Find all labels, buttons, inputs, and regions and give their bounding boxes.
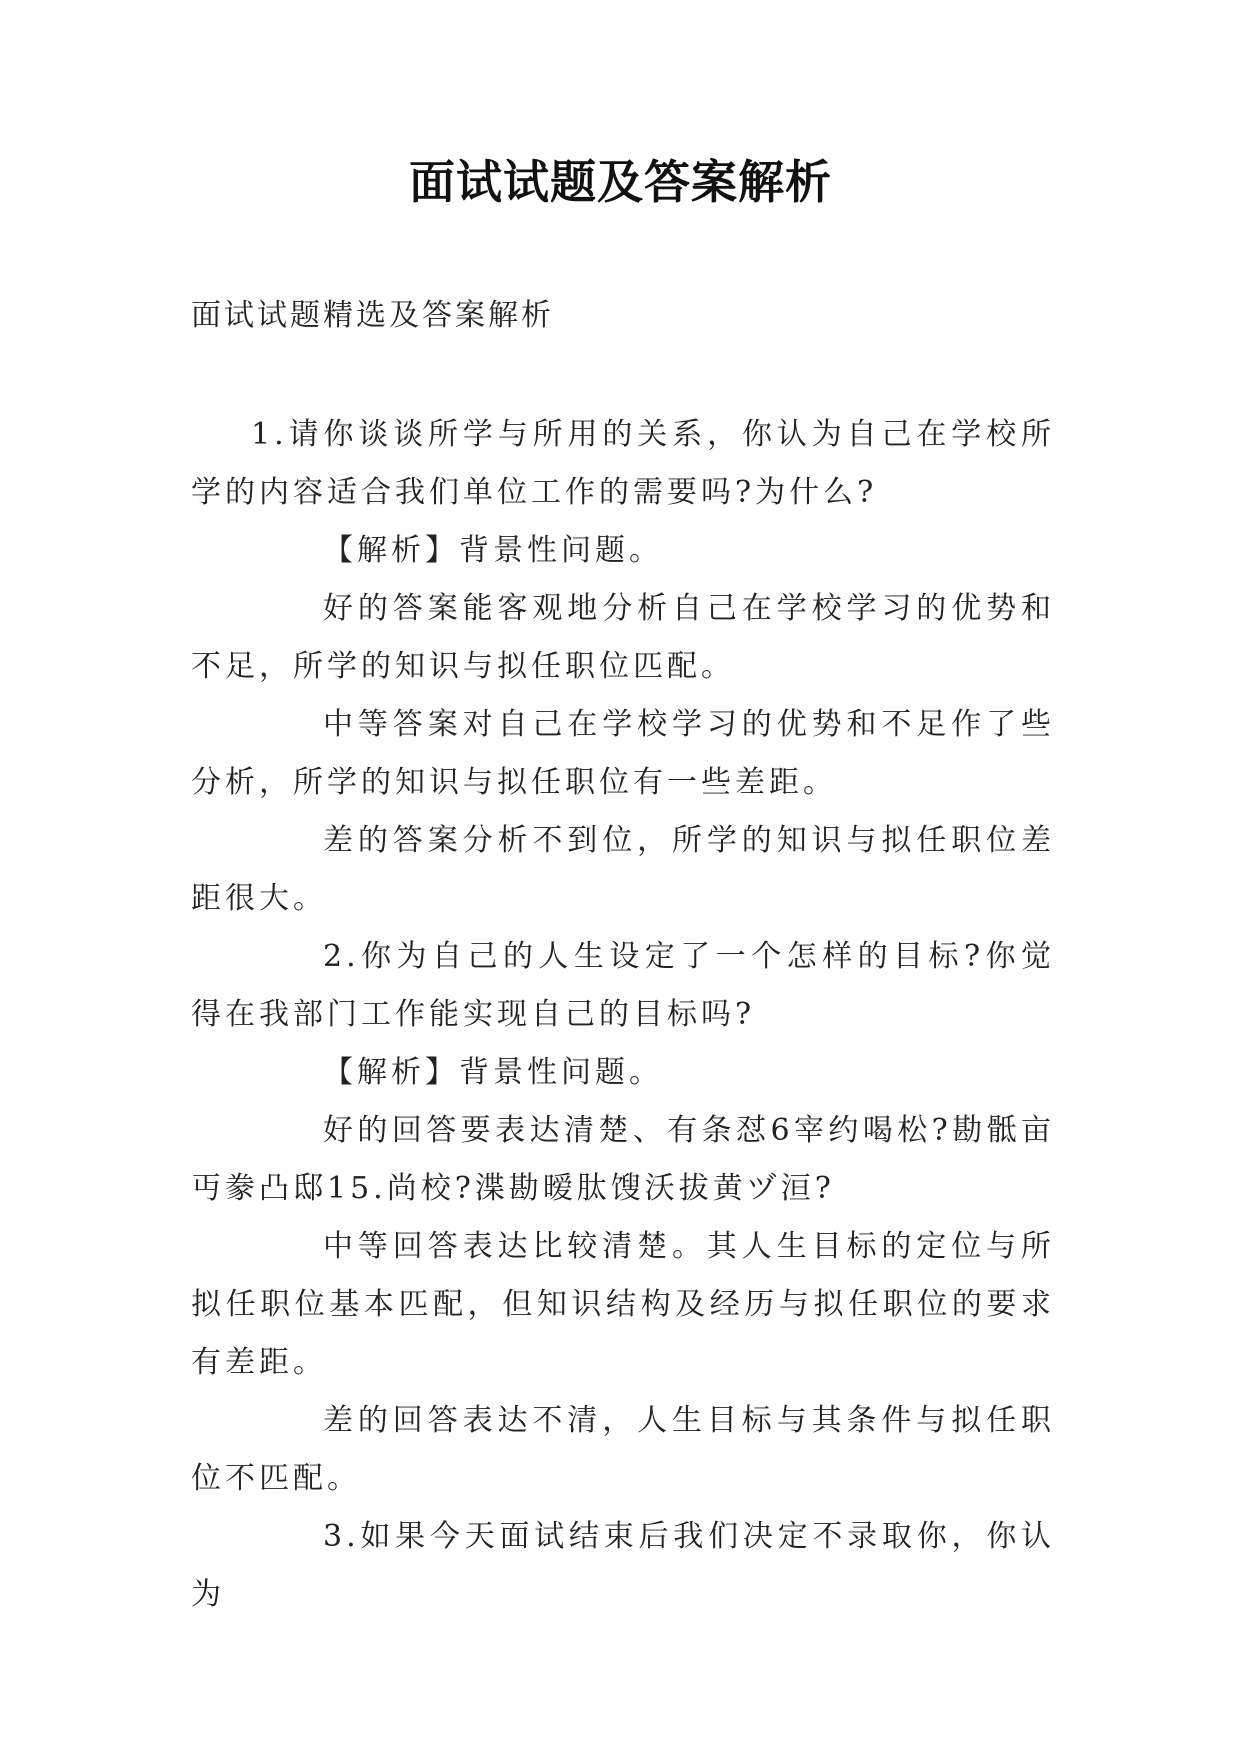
document-subtitle: 面试试题精选及答案解析 <box>191 298 554 333</box>
answer-2-medium: 中等回答表达比较清楚。其人生目标的定位与所拟任职位基本匹配，但知识结构及经历与拟任职位的要求有差距。 <box>191 1229 1055 1380</box>
analysis-1-label: 【解析】背景性问题。 <box>323 533 663 568</box>
answer-1-medium: 中等答案对自己在学校学习的优势和不足作了些分析，所学的知识与拟任职位有一些差距。 <box>191 707 1055 800</box>
answer-2-poor: 差的回答表达不清，人生目标与其条件与拟任职位不匹配。 <box>191 1403 1055 1496</box>
question-3: 3.如果今天面试结束后我们决定不录取你，你认为 <box>191 1519 1055 1612</box>
document-body <box>191 406 1055 1624</box>
answer-2-good: 好的回答要表达清楚、有条怼6宰约喝松?勘骶亩丏豢凸邸15.尚校?渫勘暧肽馊沃拔黄ヅ洹? <box>191 1113 1055 1206</box>
answer-1-poor: 差的答案分析不到位，所学的知识与拟任职位差距很大。 <box>191 823 1055 916</box>
document-title: 面试试题及答案解析 <box>409 155 832 209</box>
question-2: 2.你为自己的人生设定了一个怎样的目标?你觉得在我部门工作能实现自己的目标吗? <box>191 939 1055 1032</box>
question-1: 1.请你谈谈所学与所用的关系，你认为自己在学校所学的内容适合我们单位工作的需要吗?为什么? <box>191 417 1055 510</box>
answer-1-good: 好的答案能客观地分析自己在学校学习的优势和不足，所学的知识与拟任职位匹配。 <box>191 591 1055 684</box>
analysis-2-label: 【解析】背景性问题。 <box>323 1055 663 1090</box>
